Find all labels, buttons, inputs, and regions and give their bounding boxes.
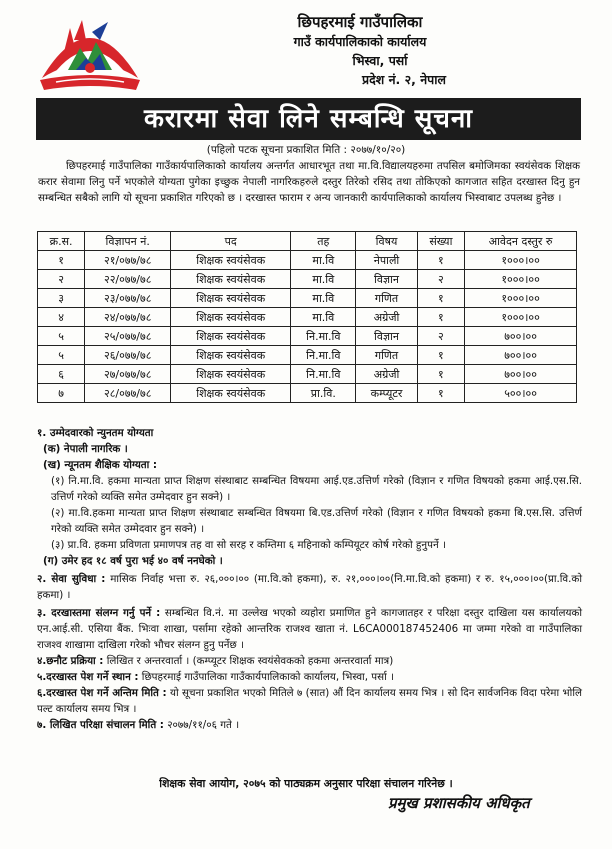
table-row [38, 270, 577, 289]
documents-section [37, 605, 582, 653]
selection-text: लिखित र अन्तरवार्ता । (कम्प्यूटर शिक्षक स्वयंसेवकको हकमा अन्तरवार्ता मात्र) [106, 655, 394, 667]
col-level: तह [291, 232, 356, 251]
qualification-heading: १. उम्मेदवारको न्युनतम योग्यता [37, 427, 154, 439]
deadline-section [37, 685, 582, 717]
cell-post: शिक्षक स्वयंसेवक [171, 308, 291, 327]
cell-subject: विज्ञान [356, 327, 417, 346]
table-row [38, 346, 577, 365]
cell-fee: ७००।०० [465, 346, 577, 365]
intro-line: छिपहरमाई गाउँपालिका गाउँकार्यपालिकाको कार्यालय अन्तर्गत आधारभूत तथा मा.वि.विद्यालयहरुमा तपसिल [66, 160, 466, 172]
table-header-row [38, 232, 577, 251]
cell-post: शिक्षक स्वयंसेवक [171, 289, 291, 308]
cell-count: १ [417, 308, 465, 327]
cell-subject: विज्ञान [356, 270, 417, 289]
notice-title: करारमा सेवा लिने सम्बन्धि सूचना [36, 98, 581, 140]
cell-fee: १०००।०० [465, 308, 577, 327]
education-heading: (ख) न्यूनतम शैक्षिक योग्यता : [43, 459, 158, 471]
cell-subject: अग्रेजी [356, 308, 417, 327]
cell-level: प्रा.वि. [291, 384, 356, 403]
cell-ad-no: २७/०७७/७८ [85, 365, 171, 384]
cell-count: १ [417, 251, 465, 270]
cell-count: १ [417, 346, 465, 365]
cell-fee: १०००।०० [465, 270, 577, 289]
col-ad-no: विज्ञापन नं. [85, 232, 171, 251]
col-subject: विषय [356, 232, 417, 251]
letterhead [0, 0, 612, 96]
cell-count: १ [417, 384, 465, 403]
signature-title: प्रमुख प्रशासकीय अधिकृत [388, 794, 530, 812]
documents-label: ३. दरखास्तमा संलग्न गर्नु पर्ने : [37, 607, 161, 619]
exam-date-text: २०७७/११/०६ गते । [167, 719, 240, 731]
cell-level: मा.वि [291, 270, 356, 289]
intro-line: बमोजिमका स्वयंसेवक शिक्षक करार सेवामा लिनु पर्ने भएकोले योग्यता पुगेका इच्छुक नेपाली नागरिकहरुले दस्तुर [38, 160, 580, 188]
cell-fee: १०००।०० [465, 251, 577, 270]
cell-sn: ५ [38, 327, 85, 346]
education-primary: (३) प्रा.वि. हकमा प्रविणता प्रमाणपत्र तह वा सो सरह र कम्तिमा ६ महिनाको कम्पियूटर कोर्ष गरेको हुनुपर्ने । [51, 539, 446, 551]
citizenship-requirement: (क) नेपाली नागरिक । [43, 443, 128, 455]
table-row [38, 365, 577, 384]
selection-label: ४.छनौट प्रक्रिया : [37, 655, 104, 667]
intro-line: । दरखास्त फाराम र अन्य जानकारी कार्यपालिकाको कार्यालय भिस्वाबाट उपलब्ध हुनेछ । [238, 192, 562, 204]
cell-fee: ७००।०० [465, 327, 577, 346]
table-row [38, 384, 577, 403]
cell-subject: गणित [356, 346, 417, 365]
cell-ad-no: २२/०७७/७८ [85, 270, 171, 289]
cell-fee: ५००।०० [465, 384, 577, 403]
table-row [38, 327, 577, 346]
submission-place-section [37, 669, 582, 685]
cell-subject: कम्प्यूटर [356, 384, 417, 403]
cell-ad-no: २४/०७७/७८ [85, 308, 171, 327]
cell-level: नि.मा.वि [291, 327, 356, 346]
cell-post: शिक्षक स्वयंसेवक [171, 384, 291, 403]
cell-ad-no: २३/०७७/७८ [85, 289, 171, 308]
education-secondary: (२) मा.वि.हकमा मान्यता प्राप्त शिक्षण संस्थाबाट सम्बन्धित विषयमा बि.एड.उत्तिर्ण गरेको (विज्ञान र गणित विषयको हकमा बि.एस.सि. उत्तिर्ण गरेको व्यक्ति समेत उम्मेदवार हुन सक्ने) । [51, 507, 582, 535]
cell-sn: १ [38, 251, 85, 270]
nepal-emblem-icon [34, 18, 146, 94]
requirements-section [37, 425, 582, 733]
cell-count: २ [417, 327, 465, 346]
col-post: पद [171, 232, 291, 251]
documents-text: सम्बन्धित वि.नं. मा उल्लेख भएको व्यहोरा प्रमाणित हुने कागजातहर र परिक्षा दस्तुर दाखिला यस कार्यालयको एन.आई.सी. एसिया बैंक. भिःवा शाखा, पर्सामा रहेको आन्तरिक राजश्व खाता नं. L6CA000187452406 मा जम्मा गरेको वा गाउँपालिका राजश्व शाखामा दाखिला गरेको भौचर संलग्न हुनु पर्नेछ । [37, 607, 582, 651]
selection-section [37, 653, 582, 669]
cell-level: नि.मा.वि [291, 365, 356, 384]
cell-level: मा.वि [291, 308, 356, 327]
intro-paragraph [38, 158, 580, 206]
province-line: प्रदेश नं. २, नेपाल [362, 72, 446, 87]
cell-post: शिक्षक स्वयंसेवक [171, 251, 291, 270]
cell-sn: ६ [38, 365, 85, 384]
cell-post: शिक्षक स्वयंसेवक [171, 270, 291, 289]
publish-date: (पहिलो पटक सूचना प्रकाशित मिति : २०७७/१०/२०) [206, 144, 406, 156]
cell-ad-no: २८/०७७/७८ [85, 384, 171, 403]
cell-fee: १०००।०० [465, 289, 577, 308]
cell-subject: नेपाली [356, 251, 417, 270]
municipality-name: छिपहरमाई गाउँपालिका [297, 13, 423, 31]
table-row [38, 251, 577, 270]
submission-place-label: ५.दरखास्त पेश गर्ने स्थान : [37, 671, 139, 683]
cell-post: शिक्षक स्वयंसेवक [171, 365, 291, 384]
cell-count: २ [417, 270, 465, 289]
education-lower-secondary: (१) नि.मा.वि. हकमा मान्यता प्राप्त शिक्षण संस्थाबाट सम्बन्धित विषयमा आई.एड.उत्तिर्ण गरेको (विज्ञान र गणित विषयको हकमा आई.एस.सि. उत्तिर्ण गरेको व्यक्ति समेत उम्मेदवार हुन सक्ने) । [51, 475, 582, 503]
cell-subject: अग्रेजी [356, 365, 417, 384]
age-requirement: (ग) उमेर हद १८ वर्ष पुरा भई ४० वर्ष ननघेको । [43, 555, 223, 567]
cell-post: शिक्षक स्वयंसेवक [171, 346, 291, 365]
col-count: संख्या [417, 232, 465, 251]
cell-ad-no: २१/०७७/७८ [85, 251, 171, 270]
table-row [38, 308, 577, 327]
intro-line: तिरेको रसिद तथा तोकिएको कागजात सहित दरखास्त दिनु हुन सम्बन्धित सबैको लागि यो सूचना प्रकाशित गरिएको छ [38, 176, 580, 204]
cell-ad-no: २६/०७७/७८ [85, 346, 171, 365]
cell-sn: ३ [38, 289, 85, 308]
submission-place-text: छिपहरमाई गाउँपालिका गाउँकार्यपालिकाको कार्यालय, भिस्वा, पर्सा । [141, 671, 394, 683]
cell-fee: ७००।०० [465, 365, 577, 384]
exam-date-section [37, 717, 582, 733]
vacancy-table [37, 231, 577, 403]
table-row [38, 289, 577, 308]
cell-sn: ४ [38, 308, 85, 327]
salary-section [37, 571, 582, 603]
cell-count: १ [417, 289, 465, 308]
cell-sn: ५ [38, 346, 85, 365]
col-fee: आवेदन दस्तुर रु [465, 232, 577, 251]
salary-text: मासिक निर्वाह भत्ता रु. २६,०००।०० (मा.वि.को हकमा), रु. २१,०००।००(नि.मा.वि.को हकमा) र रु. १५,०००।००(प्रा.वि.को हकमा) । [37, 573, 582, 601]
office-name: गाउँ कार्यपालिकाको कार्यालय [293, 34, 427, 49]
col-sn: क्र.स. [38, 232, 85, 251]
cell-post: शिक्षक स्वयंसेवक [171, 327, 291, 346]
cell-ad-no: २५/०७७/७८ [85, 327, 171, 346]
office-location: भिस्वा, पर्सा [352, 53, 408, 68]
cell-level: नि.मा.वि [291, 346, 356, 365]
letterhead-text [150, 12, 570, 89]
exam-date-label: ७. लिखित परिक्षा संचालन मिति : [37, 719, 164, 731]
cell-subject: गणित [356, 289, 417, 308]
closing-note: शिक्षक सेवा आयोग, २०७५ को पाठ्यक्रम अनुसार परिक्षा संचालन गरिनेछ । [159, 777, 453, 790]
cell-level: मा.वि [291, 289, 356, 308]
cell-level: मा.वि [291, 251, 356, 270]
cell-sn: ७ [38, 384, 85, 403]
deadline-label: ६.दरखास्त पेश गर्ने अन्तिम मिति : [37, 687, 167, 699]
cell-sn: २ [38, 270, 85, 289]
cell-count: १ [417, 365, 465, 384]
deadline-text: यो सूचना प्रकाशित भएको मितिले ७ (सात) औं दिन कार्यालय समय भित्र । सो दिन सार्वजनिक विदा परेमा भोलि पल्ट कार्यालय समय भित्र । [37, 687, 582, 715]
salary-label: २. सेवा सुविधा : [37, 573, 106, 585]
